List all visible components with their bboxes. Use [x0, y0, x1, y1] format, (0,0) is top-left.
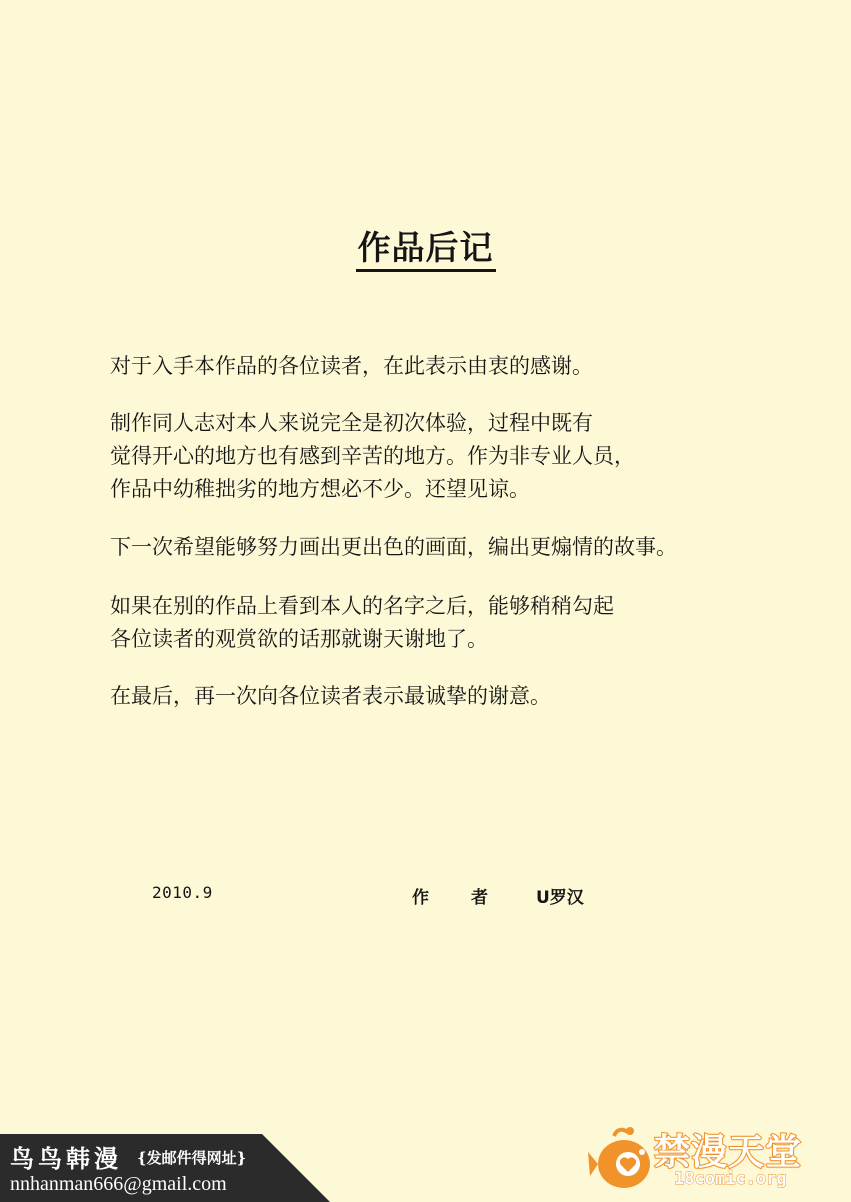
text-line: 在最后，再一次向各位读者表示最诚挚的谢意。 [110, 684, 551, 708]
page-title [0, 228, 851, 272]
text-line: 如果在别的作品上看到本人的名字之后，能够稍稍勾起 [110, 594, 614, 618]
paragraph-next-time [110, 531, 677, 564]
paragraph-final [110, 680, 551, 713]
banner-email: nnhanman666@gmail.com [10, 1173, 227, 1195]
paragraph-experience [110, 407, 635, 506]
banner-title: 鸟鸟韩漫 [10, 1144, 122, 1173]
signature-author: U罗汉 [536, 888, 584, 908]
signature-label-1: 作 [412, 888, 429, 908]
paragraph-thanks [110, 350, 593, 383]
paragraph-name [110, 590, 614, 656]
watermark-logo [588, 1122, 818, 1196]
logo-subtext: 18comic.org [674, 1169, 787, 1189]
text-line: 制作同人志对本人来说完全是初次体验，过程中既有 [110, 411, 593, 435]
watermark-banner [0, 1134, 330, 1202]
text-line: 作品中幼稚拙劣的地方想必不少。还望见谅。 [110, 477, 530, 501]
signature-label [412, 883, 488, 908]
logo-text: 禁漫天堂 [654, 1132, 803, 1173]
text-line: 觉得开心的地方也有感到辛苦的地方。作为非专业人员， [110, 444, 635, 468]
text-line: 各位读者的观赏欲的话那就谢天谢地了。 [110, 627, 488, 651]
signature-date: 2010.9 [152, 883, 213, 902]
text-line: 下一次希望能够努力画出更出色的画面，编出更煽情的故事。 [110, 535, 677, 559]
banner-subtitle: {发邮件得网址} [137, 1149, 247, 1167]
page-title-text: 作品后记 [356, 229, 496, 272]
signature-label-2: 者 [471, 888, 488, 908]
text-line: 对于入手本作品的各位读者，在此表示由衷的感谢。 [110, 354, 593, 378]
